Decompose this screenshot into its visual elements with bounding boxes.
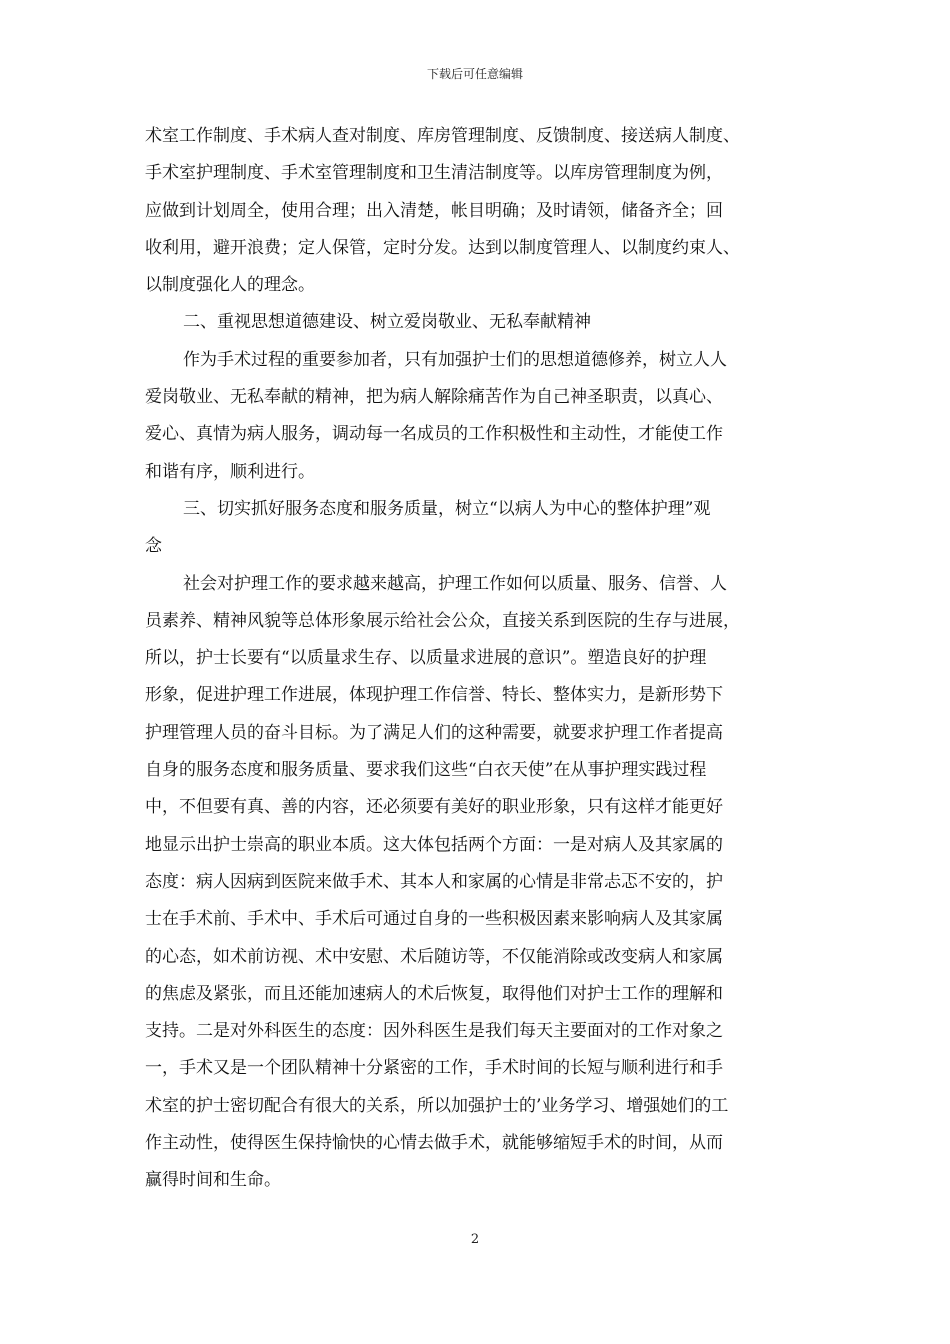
text-line: 社会对护理工作的要求越来越高，护理工作如何以质量、服务、信誉、人 (183, 573, 727, 594)
text-line: 地显示出护士崇高的职业本质。这大体包括两个方面：一是对病人及其家属的 (145, 834, 723, 855)
page-number: 2 (470, 1232, 480, 1247)
text-line: 和谐有序，顺利进行。 (145, 461, 315, 482)
text-line: 中，不但要有真、善的内容，还必须要有美好的职业形象，只有这样才能更好 (145, 797, 723, 818)
text-line: 所以，护士长要有“以质量求生存、以质量求进展的意识”。塑造良好的护理 (145, 648, 707, 669)
text-line: 的焦虑及紧张，而且还能加速病人的术后恢复，取得他们对护士工作的理解和 (145, 983, 723, 1004)
document-body (145, 118, 819, 1200)
text-line: 护理管理人员的奋斗目标。为了满足人们的这种需要，就要求护理工作者提高 (145, 722, 723, 743)
text-line: 一，手术又是一个团队精神十分紧密的工作，手术时间的长短与顺利进行和手 (145, 1058, 723, 1079)
text-line: 念 (145, 536, 162, 557)
text-line: 以制度强化人的理念。 (145, 275, 315, 296)
text-line: 手术室护理制度、手术室管理制度和卫生清洁制度等。以库房管理制度为例， (145, 163, 723, 184)
text-line: 爱心、真情为病人服务，调动每一名成员的工作积极性和主动性，才能使工作 (145, 424, 723, 445)
text-line: 作为手术过程的重要参加者，只有加强护士们的思想道德修养，树立人人 (183, 349, 727, 370)
text-line: 支持。二是对外科医生的态度：因外科医生是我们每天主要面对的工作对象之 (145, 1021, 723, 1042)
text-line: 术室工作制度、手术病人查对制度、库房管理制度、反馈制度、接送病人制度、 (145, 126, 740, 146)
text-line: 员素养、精神风貌等总体形象展示给社会公众，直接关系到医院的生存与进展， (145, 610, 740, 631)
text-line: 收利用，避开浪费；定人保管，定时分发。达到以制度管理人、以制度约束人、 (145, 237, 740, 258)
text-line: 作主动性，使得医生保持愉快的心情去做手术，就能够缩短手术的时间，从而 (145, 1133, 723, 1154)
text-line: 应做到计划周全，使用合理；出入清楚，帐目明确；及时请领，储备齐全；回 (145, 200, 723, 221)
text-line: 三、切实抓好服务态度和服务质量，树立“以病人为中心的整体护理”观 (183, 498, 711, 519)
text-line: 自身的服务态度和服务质量、要求我们这些“白衣天使”在从事护理实践过程 (145, 760, 707, 781)
text-line: 的心态，如术前访视、术中安慰、术后随访等，不仅能消除或改变病人和家属 (145, 946, 723, 967)
text-line: 术室的护士密切配合有很大的关系，所以加强护士的’业务学习、增强她们的工 (145, 1095, 729, 1116)
text-line: 赢得时间和生命。 (145, 1170, 281, 1191)
text-line: 二、重视思想道德建设、树立爱岗敬业、无私奉献精神 (183, 312, 591, 333)
text-line: 形象，促进护理工作进展，体现护理工作信誉、特长、整体实力，是新形势下 (145, 685, 723, 706)
text-line: 士在手术前、手术中、手术后可通过自身的一些积极因素来影响病人及其家属 (145, 909, 723, 930)
page-header: 下载后可任意编辑 (426, 67, 523, 81)
text-line: 爱岗敬业、无私奉献的精神，把为病人解除痛苦作为自己神圣职责，以真心、 (145, 387, 723, 408)
text-line: 态度：病人因病到医院来做手术、其本人和家属的心情是非常忐忑不安的，护 (145, 871, 723, 892)
